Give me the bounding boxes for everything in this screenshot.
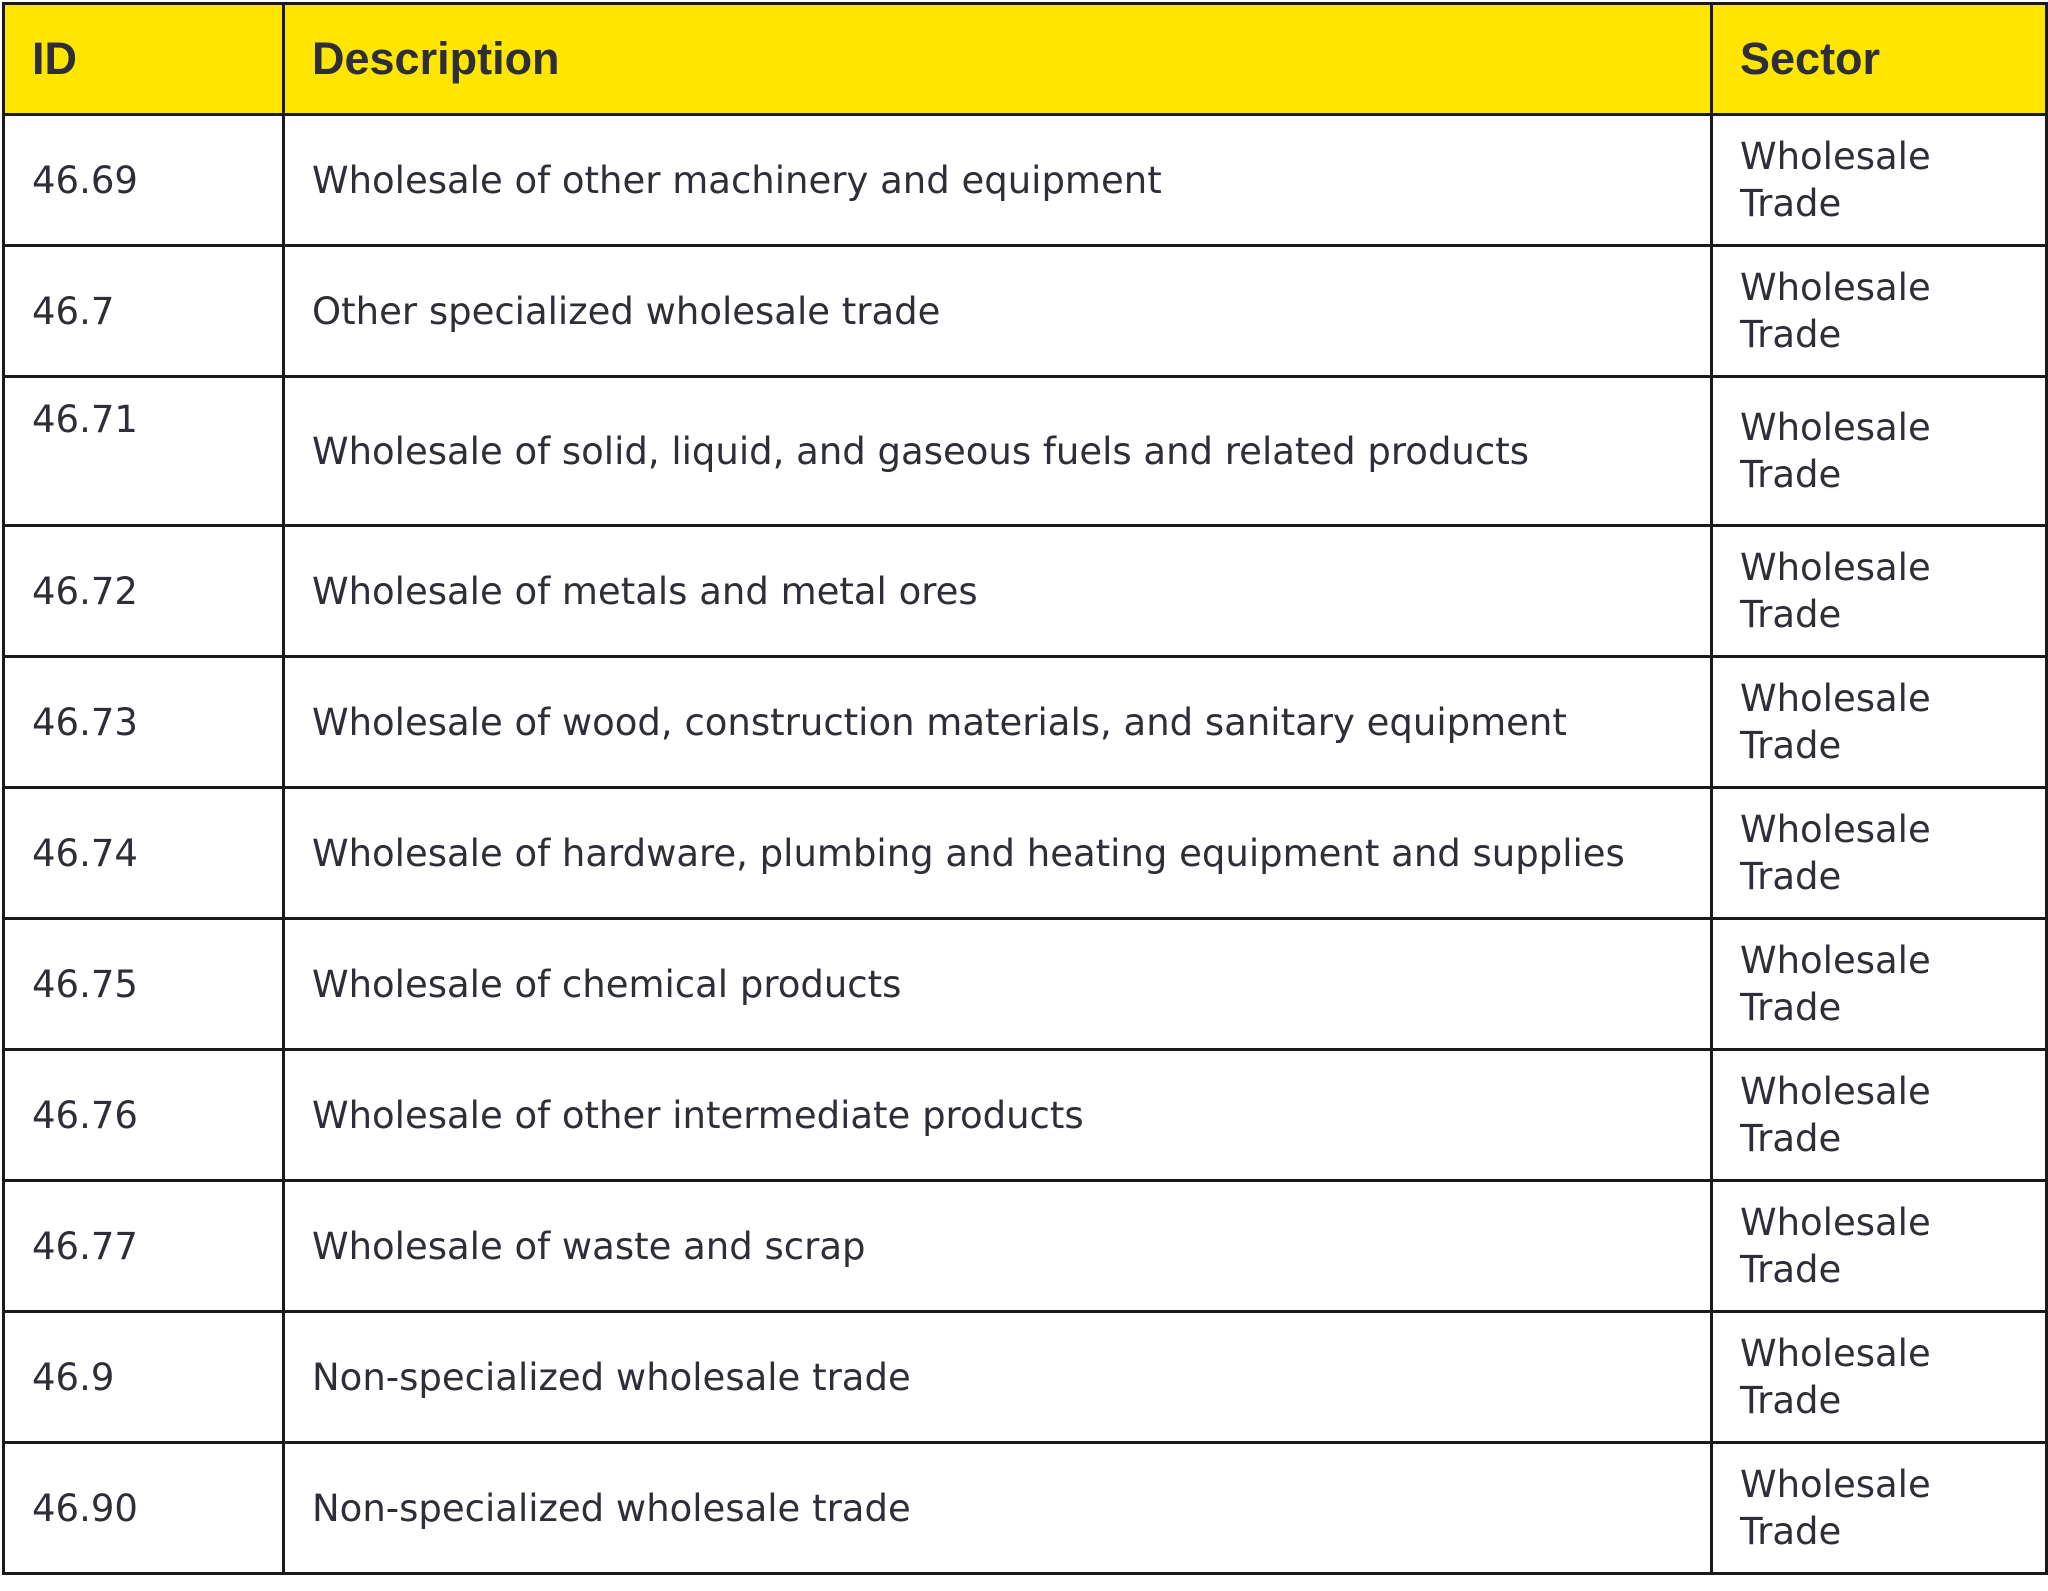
- industry-table: [2, 2, 2048, 1575]
- cell-sector: Wholesale Trade: [1712, 115, 2047, 246]
- cell-sector: Wholesale Trade: [1712, 1443, 2047, 1574]
- table-row: [4, 657, 2047, 788]
- cell-sector: Wholesale Trade: [1712, 919, 2047, 1050]
- cell-description: Non-specialized wholesale trade: [284, 1443, 1712, 1574]
- cell-sector: Wholesale Trade: [1712, 377, 2047, 526]
- cell-id: 46.9: [4, 1312, 284, 1443]
- table-row: [4, 1443, 2047, 1574]
- cell-id: 46.74: [4, 788, 284, 919]
- cell-description: Wholesale of solid, liquid, and gaseous fuels and related products: [284, 377, 1712, 526]
- cell-description: Wholesale of waste and scrap: [284, 1181, 1712, 1312]
- cell-description: Wholesale of hardware, plumbing and heating equipment and supplies: [284, 788, 1712, 919]
- column-header-description: Description: [284, 4, 1712, 115]
- table-row: [4, 919, 2047, 1050]
- cell-sector: Wholesale Trade: [1712, 1050, 2047, 1181]
- cell-sector: Wholesale Trade: [1712, 526, 2047, 657]
- cell-sector: Wholesale Trade: [1712, 1181, 2047, 1312]
- table-row: [4, 377, 2047, 526]
- cell-sector: Wholesale Trade: [1712, 788, 2047, 919]
- cell-id: 46.90: [4, 1443, 284, 1574]
- cell-id: 46.73: [4, 657, 284, 788]
- cell-description: Wholesale of chemical products: [284, 919, 1712, 1050]
- cell-description: Wholesale of other intermediate products: [284, 1050, 1712, 1181]
- cell-description: Non-specialized wholesale trade: [284, 1312, 1712, 1443]
- table-row: [4, 526, 2047, 657]
- cell-id: 46.77: [4, 1181, 284, 1312]
- cell-id: 46.76: [4, 1050, 284, 1181]
- cell-id: 46.71: [4, 377, 284, 526]
- table-row: [4, 1050, 2047, 1181]
- cell-id: 46.72: [4, 526, 284, 657]
- table-row: [4, 788, 2047, 919]
- cell-sector: Wholesale Trade: [1712, 657, 2047, 788]
- column-header-sector: Sector: [1712, 4, 2047, 115]
- cell-description: Wholesale of metals and metal ores: [284, 526, 1712, 657]
- column-header-id: ID: [4, 4, 284, 115]
- cell-sector: Wholesale Trade: [1712, 246, 2047, 377]
- cell-sector: Wholesale Trade: [1712, 1312, 2047, 1443]
- table-row: [4, 1181, 2047, 1312]
- cell-description: Wholesale of other machinery and equipment: [284, 115, 1712, 246]
- cell-id: 46.7: [4, 246, 284, 377]
- cell-id: 46.75: [4, 919, 284, 1050]
- table-row: [4, 246, 2047, 377]
- cell-id: 46.69: [4, 115, 284, 246]
- industry-table-container: [2, 2, 2045, 1575]
- cell-description: Other specialized wholesale trade: [284, 246, 1712, 377]
- table-row: [4, 1312, 2047, 1443]
- table-row: [4, 115, 2047, 246]
- cell-description: Wholesale of wood, construction materials, and sanitary equipment: [284, 657, 1712, 788]
- header-row: [4, 4, 2047, 115]
